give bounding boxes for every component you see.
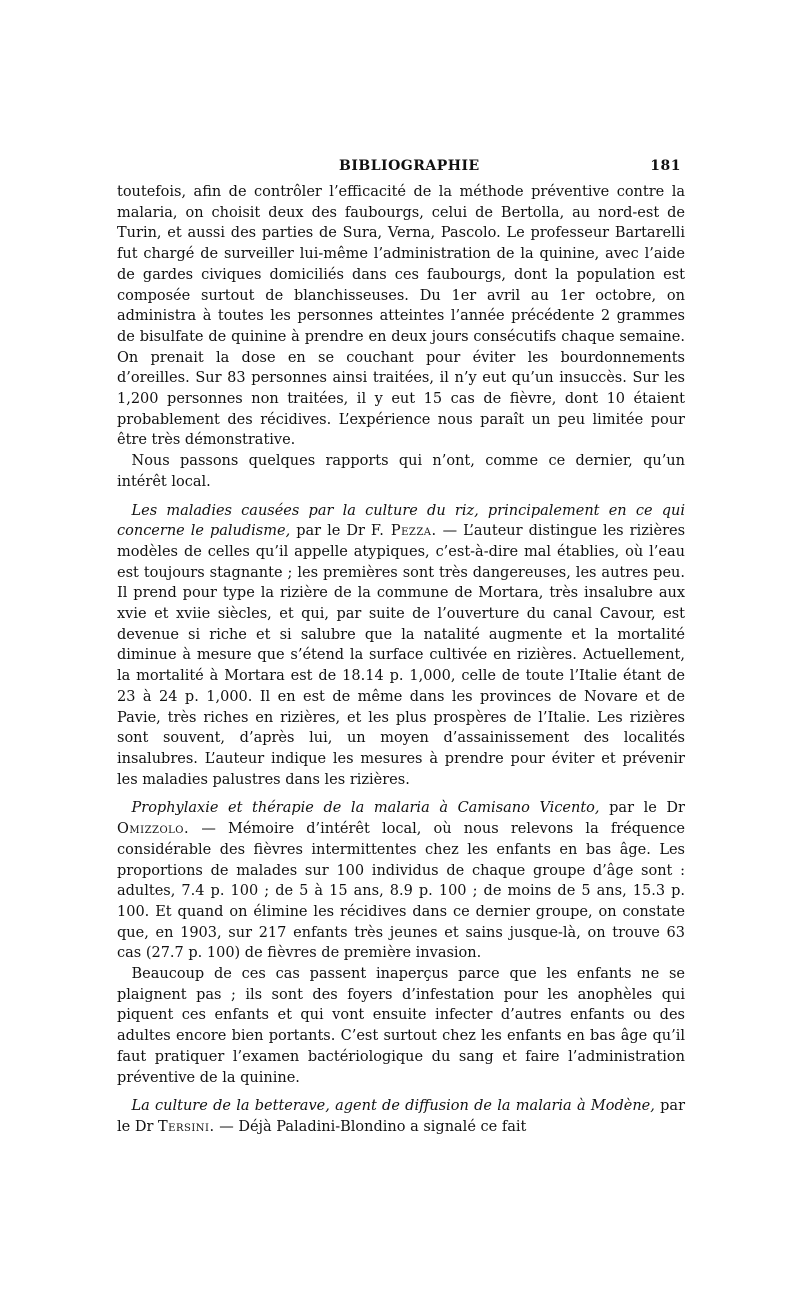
entry-pre-author: par le Dr — [609, 800, 685, 817]
paragraph-2: Nous passons quelques rapports qui n’ont, comme ce dernier, qu’un intérêt local. — [117, 453, 685, 490]
entry-pre-author: par le Dr — [117, 1098, 685, 1135]
paragraph-5: Beaucoup de ces cas passent inaperçus parce que les enfants ne se plaignent pas ; ils sont des foyers d’infestation pour les anophèles qui piquent ces enfants et qui vont ensuite infecter d’autres enfants ou des adultes encore bien portants. C’est surtout chez les enfants en bas âge qu’il faut pratiquer l’examen bactériologique du sang et faire l’administration préventive de la quinine. — [117, 966, 685, 1086]
page-number: 181 — [650, 158, 681, 174]
entry-author: F. Pezza. — [370, 523, 437, 540]
entry-title: Prophylaxie et thérapie de la malaria à Camisano Vicento, — [131, 800, 600, 817]
running-header — [117, 152, 685, 182]
entry-title: Les maladies causées par la culture du riz, principalement en ce qui concerne le paludisme, — [117, 502, 685, 540]
entry-pre-author: par le Dr — [296, 523, 365, 540]
entry-text: — L’auteur distingue les rizières modèles de celles qu’il appelle atypiques, c’est-à-dire mal établies, où l’eau est toujours stagnante ; les premières sont très dangereuses, les autres peu. Il prend pour type la rizière de la commune de Mortara, très insalubre aux xvie et xviie siècles, et qui, par suite de l’ouverture du canal Cavour, est devenue si riche et si salubre que la natalité augmente et la mortalité diminue à mesure que s’étend la surface cultivée en rizières. Actuellement, la mortalité à Mortara est de 18.14 p. 1,000, celle de toute l’Italie étant de 23 à 24 p. 1,000. Il en est de même dans les provinces de Novare et de Pavie, très riches en rizières, et les plus prospères de l’Italie. Les rizières sont souvent, d’après lui, un moyen d’assainissement des localités insalubres. L’auteur indique les mesures à prendre pour éviter et prévenir les maladies palustres dans les rizières. — [117, 523, 686, 788]
entry-text: — Déjà Paladini-Blondino a signalé ce fait — [219, 1118, 527, 1135]
entry-author: Tersini. — [158, 1118, 215, 1135]
paragraph-1: toutefois, afin de contrôler l’efficacité de la méthode préventive contre la malaria, on choisit deux des faubourgs, celui de Bertolla, au nord-est de Turin, et aussi des parties de Sura, Verna, Pascolo. Le professeur Bartarelli fut chargé de surveiller lui-même l’administration de la quinine, avec l’aide de gardes civiques domiciliés dans ces faubourgs, dont la population est composée surtout de blanchisseuses. Du 1er avril au 1er octobre, on administra à toutes les personnes atteintes l’année précédente 2 grammes de bisulfate de quinine à prendre en deux jours consécutifs chaque semaine. On prenait la dose en se couchant pour éviter les bourdonnements d’oreilles. Sur 83 personnes ainsi traitées, il n’y eut qu’un insuccès. Sur les 1,200 personnes non traitées, il y eut 15 cas de fièvre, dont 10 étaient probablement des récidives. L’expérience nous paraît un peu limitée pour être très démonstrative. — [117, 184, 685, 449]
entry-text: — Mémoire d’intérêt local, où nous relevons la fréquence considérable des fièvres intermittentes chez les enfants en bas âge. Les proportions de malades sur 100 individus de chaque groupe d’âge sont : adultes, 7.4 p. 100 ; de 5 à 15 ans, 8.9 p. 100 ; de moins de 5 ans, 15.3 p. 100. Et quand on élimine les récidives dans ce dernier groupe, on constate que, en 1903, sur 217 enfants très jeunes et sains jusque-là, on trouve 63 cas (27.7 p. 100) de fièvres de première invasion. — [117, 821, 686, 962]
entry-tersini — [117, 1096, 685, 1137]
entry-title: La culture de la betterave, agent de diffusion de la malaria à Modène, — [131, 1098, 655, 1115]
entry-omizzolo — [117, 798, 685, 964]
body-text — [117, 182, 685, 1138]
entry-pezza — [117, 501, 685, 791]
document-page — [117, 152, 685, 1138]
running-title: BIBLIOGRAPHIE — [339, 158, 480, 174]
entry-author: Omizzolo. — [117, 821, 190, 838]
